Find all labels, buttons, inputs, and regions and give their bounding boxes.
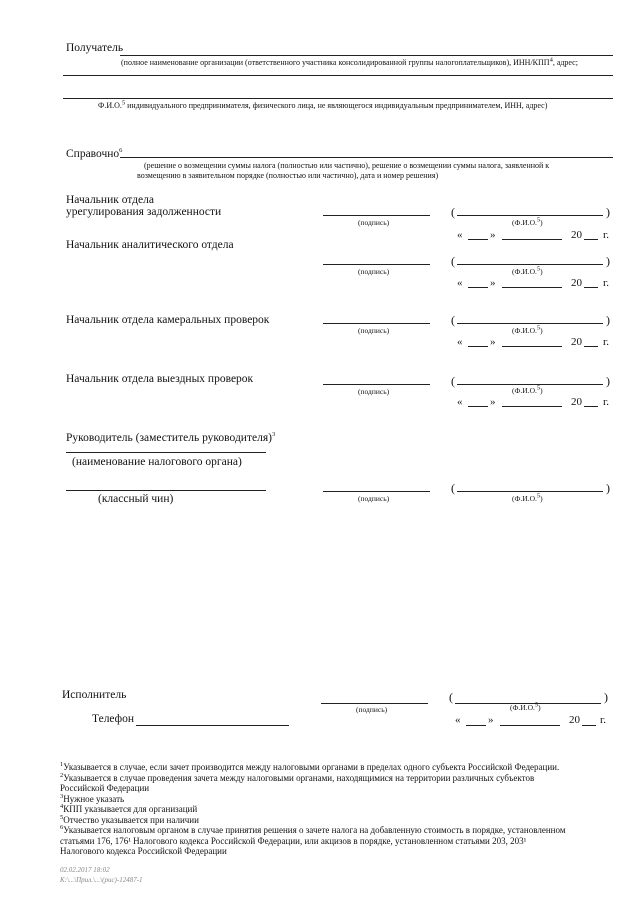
reference-caption-2: возмещению в заявительном порядке (полностью или частично), дата и номер решения) [137,171,439,180]
executor-signature-line[interactable] [321,703,428,704]
signatory-3-year-suffix: г. [603,336,610,348]
executor-fio-caption: (Ф.И.О.5) [510,701,541,712]
head-fio-caption: (Ф.И.О.5) [512,492,543,503]
head-rank-caption: (классный чин) [98,493,174,505]
signatory-2-fio-line[interactable] [457,264,603,265]
executor-year-line[interactable] [582,725,596,726]
signatory-3-paren-close: ) [606,313,610,327]
signatory-4-month-line[interactable] [502,406,562,407]
footnote-1: $^1$Указывается в случае, если зачет производится между налоговыми органами в пределах одного субъекта Российской Федерации. [60,761,560,772]
signatory-2-year-suffix: г. [603,277,610,289]
head-label: Руководитель (заместитель руководителя)$^3$ [66,431,276,444]
signatory-3-day-line[interactable] [468,346,488,347]
footnotes [60,762,620,857]
head-paren-close: ) [606,481,610,495]
signatory-3-date-quote-open: « [457,336,463,348]
signatory-4-year-suffix: г. [603,396,610,408]
footnote-6-cont-1: статьями 176, 176¹ Налогового кодекса Российской Федерации, или акцизов в порядке, установленном статьями 203, 203¹ [60,835,527,846]
reference-label: Справочно$^6$ [66,147,123,160]
signatory-3-paren-open: ( [451,313,455,327]
head-signature-caption: (подпись) [358,494,390,503]
executor-date-quote-open: « [455,714,461,726]
signatory-3-signature-line[interactable] [323,323,430,324]
signatory-1-day-line[interactable] [468,239,488,240]
recipient-line-1[interactable] [120,55,613,56]
signatory-2-fio-caption: (Ф.И.О.5) [512,265,543,276]
signatory-3-date-quote-close: » [490,336,496,348]
signatory-1-date-quote-close: » [490,229,496,241]
signatory-3-year-prefix: 20 [571,336,582,348]
head-rank-line[interactable] [66,490,266,491]
signatory-1-year-prefix: 20 [571,229,582,241]
signatory-3-fio-caption: (Ф.И.О.5) [512,324,543,335]
signatory-3-title: Начальник отдела камеральных проверок [66,314,270,326]
signatory-3-month-line[interactable] [502,346,562,347]
signatory-4-paren-close: ) [606,374,610,388]
signatory-2-title: Начальник аналитического отдела [66,239,234,251]
signatory-4-title: Начальник отдела выездных проверок [66,373,254,385]
signatory-1-paren-close: ) [606,205,610,219]
signatory-4-paren-open: ( [451,374,455,388]
signatory-1-fio-caption: (Ф.И.О.5) [512,216,543,227]
footnote-3: $^3$Нужное указать [60,792,125,804]
footnote-4: $^4$КПП указывается для организаций [60,803,198,814]
recipient-caption-2: Ф.И.О.$^5$ индивидуального предпринимателя, физического лица, не являющегося индивидуальным предпринимателем, ИНН, адрес) [98,99,548,110]
signatory-1-title-line1: Начальник отдела [66,194,154,206]
executor-paren-open: ( [449,690,453,704]
executor-year-suffix: г. [600,714,607,726]
signatory-1-fio-line[interactable] [457,215,603,216]
head-authority-caption: (наименование налогового органа) [72,456,242,468]
signatory-4-date-quote-open: « [457,396,463,408]
recipient-line-2[interactable] [63,75,613,76]
signatory-3-year-line[interactable] [584,346,598,347]
footnote-5: $^5$Отчество указывается при наличии [60,813,199,825]
recipient-label: Получатель [66,42,124,54]
executor-date-quote-close: » [488,714,494,726]
signatory-1-title-line2: урегулирования задолженности [66,206,222,218]
signatory-4-signature-line[interactable] [323,384,430,385]
signatory-4-year-line[interactable] [584,406,598,407]
signatory-2-year-prefix: 20 [571,277,582,289]
footnote-2-cont: Российской Федерации [60,783,150,793]
signatory-1-date-quote-open: « [457,229,463,241]
signatory-2-date-quote-open: « [457,277,463,289]
executor-year-prefix: 20 [569,714,580,726]
executor-paren-close: ) [604,690,608,704]
print-stamp-line1: 02.02.2017 18:02 [60,866,110,874]
reference-line[interactable] [120,157,613,158]
footnote-6-cont-2: Налогового кодекса Российской Федерации [60,846,227,856]
signatory-1-paren-open: ( [451,205,455,219]
reference-caption-1: (решение о возмещении суммы налога (полностью или частично), решение о возмещении суммы налога, заявленной к [144,161,550,170]
signatory-4-date-quote-close: » [490,396,496,408]
signatory-3-signature-caption: (подпись) [358,326,390,335]
signatory-2-month-line[interactable] [502,287,562,288]
executor-signature-caption: (подпись) [356,705,388,714]
signatory-2-date-quote-close: » [490,277,496,289]
signatory-4-fio-caption: (Ф.И.О.5) [512,384,543,395]
signatory-4-fio-line[interactable] [457,384,603,385]
signatory-1-year-line[interactable] [584,239,598,240]
phone-line[interactable] [136,725,289,726]
signatory-2-paren-close: ) [606,254,610,268]
recipient-caption-1: (полное наименование организации (ответственного участника консолидированной группы налогоплательщиков), ИНН/КПП$^4$, адрес; [121,56,578,67]
signatory-3-fio-line[interactable] [457,323,603,324]
signatory-2-year-line[interactable] [584,287,598,288]
footnote-2: $^2$Указывается в случае проведения зачета между налоговыми органами, находящимися на территории различных субъектов [60,771,535,783]
signatory-2-day-line[interactable] [468,287,488,288]
signatory-2-signature-caption: (подпись) [358,267,390,276]
signatory-4-year-prefix: 20 [571,396,582,408]
signatory-2-paren-open: ( [451,254,455,268]
signatory-4-signature-caption: (подпись) [358,387,390,396]
head-authority-line[interactable] [66,452,266,453]
executor-month-line[interactable] [500,725,560,726]
footnote-6: $^6$Указывается налоговым органом в случае принятия решения о зачете налога на добавленную стоимость в порядке, установленном [60,824,566,835]
signatory-1-signature-caption: (подпись) [358,218,390,227]
signatory-2-signature-line[interactable] [323,264,430,265]
executor-label: Исполнитель [62,689,127,701]
signatory-4-day-line[interactable] [468,406,488,407]
head-signature-line[interactable] [323,491,430,492]
signatory-1-signature-line[interactable] [323,215,430,216]
signatory-1-year-suffix: г. [603,229,610,241]
recipient-line-3[interactable] [63,98,613,99]
print-stamp-line2: К:\...\Прил.\...\(рис)-12487-1 [60,876,143,884]
executor-day-line[interactable] [466,725,486,726]
head-fio-line[interactable] [457,491,603,492]
phone-label: Телефон [92,713,135,725]
head-paren-open: ( [451,481,455,495]
signatory-1-month-line[interactable] [502,239,562,240]
